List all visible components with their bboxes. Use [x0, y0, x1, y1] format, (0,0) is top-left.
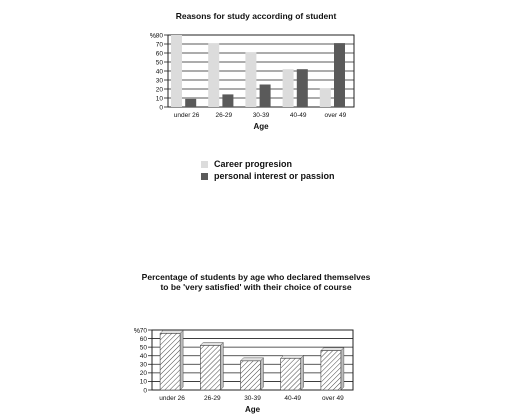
chart2-bar-top	[321, 348, 344, 351]
chart2-y-tick-label: 40	[139, 353, 147, 361]
chart2-bar-top	[160, 330, 183, 333]
chart2-y-tick-label: 20	[139, 370, 147, 378]
chart1-x-tick-label: 40-49	[289, 112, 307, 119]
chart1-y-tick-label: 60	[155, 50, 163, 58]
chart2-y-tick-label: 10	[139, 378, 147, 386]
chart1-y-tick-label: 50	[155, 59, 163, 67]
chart2-bar-top	[200, 342, 223, 345]
chart1-x-axis-label: Age	[253, 122, 269, 131]
legend-label-interest: personal interest or passion	[214, 171, 335, 181]
legend-label-career: Career progresion	[214, 159, 293, 169]
chart1-x-tick-label: over 49	[324, 112, 347, 119]
chart2-bar-side	[301, 355, 304, 390]
chart1-y-tick-label: 0	[159, 104, 163, 112]
chart2-bar-side	[261, 358, 264, 390]
chart1-title: Reasons for study according of student	[175, 11, 337, 21]
chart2-y-tick-label: 30	[139, 361, 147, 369]
chart2-x-tick-label: under 26	[159, 395, 185, 402]
chart2-bar-side	[180, 330, 183, 390]
chart2-x-tick-label: 30-39	[244, 395, 261, 402]
chart1-x-tick-label: under 26	[173, 112, 200, 119]
chart1-y-tick-label: 80	[155, 32, 163, 40]
chart2-y-tick-label: 70	[139, 327, 147, 335]
chart2-title: Percentage of students by age who declared themselves	[141, 272, 371, 282]
chart2-x-axis-label: Age	[244, 405, 261, 414]
chart2-x-tick-label: 26-29	[203, 395, 221, 402]
chart2-y-tick-label: 0	[143, 387, 147, 395]
chart1-x-tick-label: 26-29	[215, 112, 233, 119]
chart1-x-tick-label: 30-39	[252, 112, 270, 119]
chart1-y-tick-label: 70	[155, 41, 163, 49]
chart1-y-tick-label: 10	[155, 95, 163, 103]
chart2-bar	[321, 351, 341, 390]
chart1-y-tick-label: 30	[155, 77, 163, 85]
chart2-y-axis-label: %	[133, 328, 140, 335]
chart2-bar-top	[241, 358, 264, 361]
chart2-bar	[160, 333, 180, 390]
chart1-y-tick-label: 40	[155, 68, 163, 76]
chart2-subtitle: to be 'very satisfied' with their choice of course	[160, 282, 352, 292]
chart2-y-tick-label: 50	[139, 344, 147, 352]
chart2-bar-side	[220, 342, 223, 390]
chart2-bar-side	[341, 348, 344, 390]
chart2-bar	[200, 345, 220, 390]
chart2-x-tick-label: 40-49	[284, 395, 302, 402]
chart2-bar-top	[281, 355, 304, 358]
chart2-bar	[281, 358, 301, 390]
chart1-y-tick-label: 20	[155, 86, 163, 94]
chart2-x-tick-label: over 49	[322, 395, 344, 402]
chart1-y-axis-label: %	[149, 33, 156, 40]
chart2-bar	[241, 361, 261, 390]
chart2-y-tick-label: 60	[139, 335, 147, 343]
